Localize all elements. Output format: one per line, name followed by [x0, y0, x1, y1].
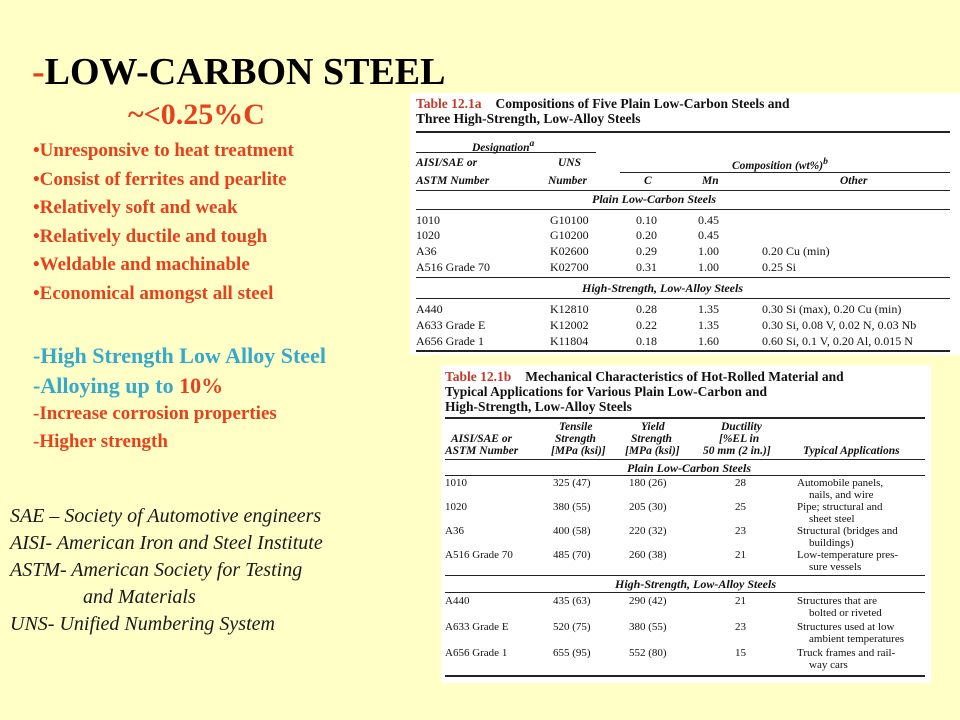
- cell-aisi: A656 Grade 1: [416, 334, 484, 348]
- table-b-bottom-rule: [445, 675, 925, 677]
- cell-c: 0.18: [636, 334, 657, 348]
- abbr-astm-cont: and Materials: [83, 586, 196, 608]
- cell-other: 0.25 Si: [762, 260, 797, 274]
- cell-aisi: A516 Grade 70: [416, 260, 490, 274]
- cell-c: 0.31: [636, 260, 657, 274]
- cell-tensile: 325 (47): [553, 477, 591, 489]
- cell-tensile: 400 (58): [553, 525, 591, 537]
- table-b-header-rule: [445, 459, 925, 460]
- composition-label: Composition (wt%): [732, 159, 824, 172]
- hsla-corrosion: -Increase corrosion properties: [33, 403, 277, 424]
- cell-aisi: 1020: [445, 501, 467, 513]
- cell-other: 0.30 Si (max), 0.20 Cu (min): [762, 302, 902, 316]
- cell-app-1: Pipe; structural and: [797, 501, 883, 513]
- composition-table: [410, 93, 960, 355]
- table-a-designation-rule: [416, 152, 596, 153]
- cell-yield: 205 (30): [629, 501, 667, 513]
- cell-mn: 1.00: [698, 260, 719, 274]
- abbr-uns: UNS- Unified Numbering System: [10, 613, 275, 635]
- properties-list: [33, 140, 294, 311]
- cell-uns: G10200: [550, 228, 589, 242]
- cell-aisi: A440: [416, 302, 443, 316]
- table-a-number: Table 12.1a: [416, 96, 482, 111]
- cell-aisi: A516 Grade 70: [445, 549, 513, 561]
- abbr-aisi: AISI- American Iron and Steel Institute: [10, 532, 323, 554]
- b-h-aisi-1: AISI/SAE or: [451, 433, 513, 445]
- cell-tensile: 435 (63): [553, 595, 591, 607]
- cell-uns: K12002: [550, 318, 589, 332]
- designation-sup: a: [529, 138, 535, 149]
- b-h-ts-3: [MPa (ksi)]: [551, 445, 606, 457]
- cell-app-1: Low-temperature pres-: [797, 549, 899, 561]
- cell-app-2: bolted or riveted: [809, 607, 882, 619]
- hsla-strength: -Higher strength: [33, 431, 168, 452]
- bullet-item: •Consist of ferrites and pearlite: [33, 168, 287, 190]
- table-a-section2-rule: [416, 298, 950, 299]
- cell-yield: 552 (80): [629, 647, 667, 659]
- cell-aisi: A440: [445, 595, 470, 607]
- b-h-app: Typical Applications: [803, 445, 900, 457]
- table-b-section2-rule: [445, 592, 925, 593]
- cell-c: 0.22: [636, 318, 657, 332]
- h-other: Other: [840, 175, 868, 187]
- cell-ductility: 28: [735, 477, 746, 489]
- carbon-content: ~<0.25%C: [128, 98, 265, 131]
- cell-uns: K02600: [550, 244, 589, 258]
- table-b-top-rule: [445, 417, 925, 419]
- cell-yield: 290 (42): [629, 595, 667, 607]
- hsla-alloying-text: -Alloying up to: [33, 373, 180, 398]
- hsla-heading: -High Strength Low Alloy Steel: [33, 343, 326, 368]
- table-a-composition-rule: [620, 172, 950, 173]
- mechanical-table: [441, 365, 931, 683]
- composition-sup: b: [823, 156, 828, 167]
- h-aisi-2: ASTM Number: [416, 175, 490, 187]
- cell-yield: 180 (26): [629, 477, 667, 489]
- b-h-ts-1: Tensile: [559, 421, 593, 433]
- bullet-item: •Unresponsive to heat treatment: [33, 140, 294, 161]
- hsla-alloying: [33, 373, 326, 403]
- table-b-section-plain: Plain Low-Carbon Steels: [627, 461, 752, 475]
- cell-ductility: 15: [735, 647, 746, 659]
- cell-app-2: buildings): [809, 537, 854, 549]
- cell-aisi: 1010: [416, 213, 440, 227]
- cell-yield: 220 (32): [629, 525, 667, 537]
- cell-ductility: 25: [735, 501, 746, 513]
- table-b-number: Table 12.1b: [445, 369, 512, 384]
- table-b-caption-2: Typical Applications for Various Plain Low-Carbon and: [445, 384, 768, 399]
- table-b-caption: [445, 369, 844, 384]
- table-a-section-rule: [416, 209, 950, 210]
- cell-app-1: Structures that are: [797, 595, 878, 607]
- table-a-header-rule: [416, 190, 950, 191]
- cell-ductility: 23: [735, 525, 746, 537]
- h-uns-2: Number: [548, 175, 587, 187]
- cell-c: 0.10: [636, 213, 657, 227]
- b-h-duc-2: [%EL in: [719, 433, 760, 445]
- abbr-astm: ASTM- American Society for Testing: [10, 559, 303, 581]
- table-b-section-hsla: High-Strength, Low-Alloy Steels: [615, 577, 777, 591]
- cell-yield: 380 (55): [629, 621, 667, 633]
- cell-app-2: way cars: [809, 659, 848, 671]
- b-h-ts-2: Strength: [555, 433, 596, 445]
- cell-c: 0.28: [636, 302, 657, 316]
- cell-aisi: 1010: [445, 477, 467, 489]
- cell-aisi: A633 Grade E: [445, 621, 509, 633]
- cell-tensile: 655 (95): [553, 647, 591, 659]
- bullet-item: •Relatively ductile and tough: [33, 225, 268, 247]
- cell-app-1: Automobile panels,: [797, 477, 884, 489]
- cell-mn: 1.60: [698, 334, 719, 348]
- table-a-mid-rule: [416, 277, 950, 278]
- cell-other: 0.60 Si, 0.1 V, 0.20 Al, 0.015 N: [762, 334, 913, 348]
- bullet-item: •Economical amongst all steel: [33, 282, 274, 304]
- hsla-alloying-value: 10%: [179, 373, 224, 398]
- cell-yield: 260 (38): [629, 549, 667, 561]
- h-aisi-1: AISI/SAE or: [416, 157, 478, 169]
- cell-c: 0.29: [636, 244, 657, 258]
- table-a-caption: [416, 96, 790, 111]
- bullet-item: •Relatively soft and weak: [33, 197, 238, 218]
- cell-uns: K12810: [550, 302, 589, 316]
- cell-mn: 1.35: [698, 318, 719, 332]
- table-b-mid-rule: [445, 575, 925, 576]
- cell-uns: K02700: [550, 260, 589, 274]
- table-b-section-rule: [445, 475, 925, 476]
- h-uns-1: UNS: [558, 157, 582, 169]
- cell-ductility: 21: [735, 595, 746, 607]
- cell-app-1: Structural (bridges and: [797, 525, 898, 537]
- table-a-caption-2: Three High-Strength, Low-Alloy Steels: [416, 111, 641, 126]
- cell-other: 0.20 Cu (min): [762, 244, 830, 258]
- table-b-caption-3: High-Strength, Low-Alloy Steels: [445, 399, 632, 414]
- cell-aisi: A633 Grade E: [416, 318, 486, 332]
- cell-mn: 0.45: [698, 228, 719, 242]
- cell-app-2: ambient temperatures: [809, 633, 904, 645]
- cell-app-1: Truck frames and rail-: [797, 647, 896, 659]
- cell-uns: K11804: [550, 334, 589, 348]
- cell-tensile: 485 (70): [553, 549, 591, 561]
- title-dash: -: [32, 51, 45, 93]
- b-h-duc-1: Ductility: [721, 421, 762, 433]
- designation-label: Designation: [472, 141, 530, 154]
- table-a-top-rule: [416, 131, 950, 133]
- abbr-sae: SAE – Society of Automotive engineers: [10, 505, 322, 527]
- cell-tensile: 520 (75): [553, 621, 591, 633]
- cell-mn: 1.00: [698, 244, 719, 258]
- b-h-ys-1: Yield: [641, 421, 665, 433]
- cell-other: 0.30 Si, 0.08 V, 0.02 N, 0.03 Nb: [762, 318, 917, 332]
- cell-app-2: sheet steel: [809, 513, 855, 525]
- cell-aisi: A36: [416, 244, 437, 258]
- table-b-caption-1: Mechanical Characteristics of Hot-Rolled Material and: [525, 369, 844, 384]
- b-h-ys-2: Strength: [631, 433, 672, 445]
- cell-aisi: A36: [445, 525, 464, 537]
- b-h-aisi-2: ASTM Number: [445, 445, 519, 457]
- cell-app-2: sure vessels: [809, 561, 862, 573]
- h-c: C: [644, 175, 652, 187]
- cell-app-2: nails, and wire: [809, 489, 874, 501]
- table-a-caption-1: Compositions of Five Plain Low-Carbon Steels and: [495, 96, 790, 111]
- table-a-composition: [732, 155, 828, 173]
- cell-mn: 0.45: [698, 213, 719, 227]
- bullet-item: •Weldable and machinable: [33, 254, 250, 275]
- cell-ductility: 23: [735, 621, 746, 633]
- table-a-section-hsla: High-Strength, Low-Alloy Steels: [582, 281, 744, 295]
- table-a-bottom-rule: [416, 350, 950, 352]
- cell-c: 0.20: [636, 228, 657, 242]
- h-mn: Mn: [702, 175, 719, 187]
- title-text: LOW-CARBON STEEL: [44, 51, 446, 93]
- b-h-duc-3: 50 mm (2 in.)]: [703, 445, 771, 457]
- slide-title: [32, 50, 446, 94]
- b-h-ys-3: [MPa (ksi)]: [625, 445, 680, 457]
- table-a-section-plain: Plain Low-Carbon Steels: [592, 192, 717, 206]
- cell-aisi: A656 Grade 1: [445, 647, 508, 659]
- hsla-list: [33, 343, 326, 459]
- cell-mn: 1.35: [698, 302, 719, 316]
- cell-app-1: Structures used at low: [797, 621, 895, 633]
- cell-tensile: 380 (55): [553, 501, 591, 513]
- cell-uns: G10100: [550, 213, 589, 227]
- cell-aisi: 1020: [416, 228, 440, 242]
- cell-ductility: 21: [735, 549, 746, 561]
- abbreviation-list: [10, 505, 323, 640]
